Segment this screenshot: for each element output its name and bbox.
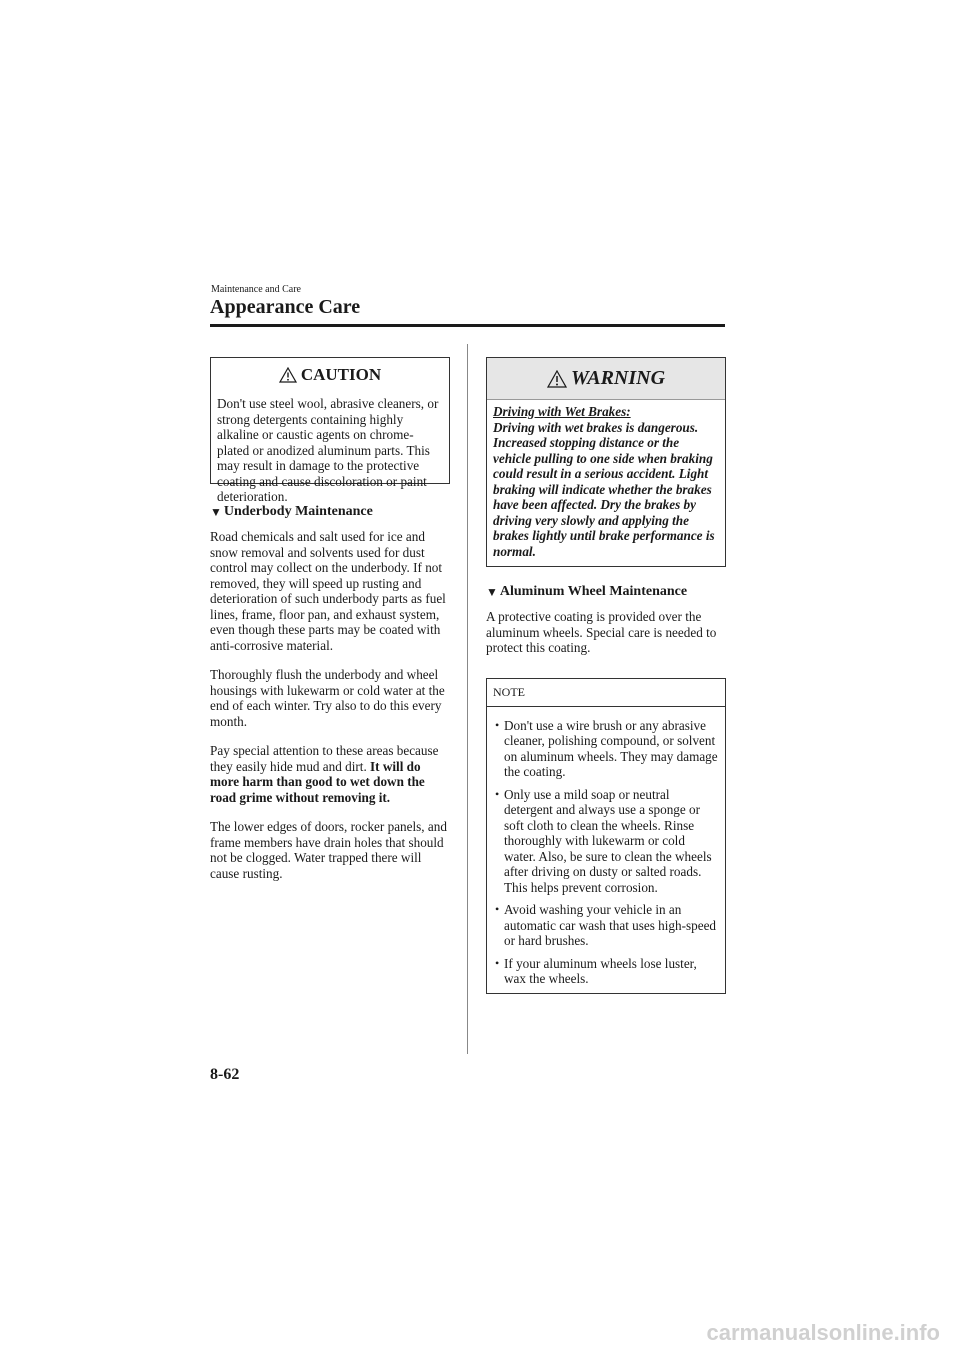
note-item-text: Don't use a wire brush or any abrasive cleaner, polishing compound, or solvent on aluminum wheels. They may damage the coating.	[504, 717, 718, 779]
aluminum-paragraph: A protective coating is provided over the aluminum wheels. Special care is needed to protect this coating.	[486, 609, 717, 655]
note-item-text: Only use a mild soap or neutral detergent and always use a sponge or soft cloth to clean the wheels. Rinse thoroughly with lukewarm or cold water. Also, be sure to clean the wheels after driving on dusty or salted roads. This helps prevent corrosion.	[504, 786, 712, 895]
underbody-paragraph-3-normal: Pay special attention to these areas because they easily hide mud and dirt.	[210, 743, 439, 774]
warning-box	[486, 357, 726, 567]
note-title: NOTE	[487, 679, 725, 707]
warning-triangle-icon	[279, 367, 297, 383]
note-item	[493, 787, 719, 896]
note-item	[493, 902, 719, 949]
note-item-text: If your aluminum wheels lose luster, wax the wheels.	[504, 955, 697, 986]
note-box	[486, 678, 726, 994]
left-column	[210, 357, 450, 881]
underbody-heading	[210, 504, 450, 520]
underbody-paragraph-4: The lower edges of doors, rocker panels, and frame members have drain holes that should not be clogged. Water trapped there will cause rusting.	[210, 819, 447, 881]
section-marker-icon: ▼	[486, 584, 498, 599]
warning-header	[487, 358, 725, 400]
warning-title: WARNING	[570, 367, 666, 389]
title-rule	[210, 324, 725, 327]
section-marker-icon: ▼	[210, 504, 222, 519]
warning-text: Driving with wet brakes is dangerous. Increased stopping distance or the vehicle pulling to one side when braking could result in a serious accident. Light braking will indicate whether the brakes have been affected. Dry the brakes by driving very slowly and applying the brakes lightly until brake performance is normal.	[493, 419, 715, 559]
caution-title: CAUTION	[300, 365, 382, 384]
bullet-icon: •	[495, 955, 500, 970]
warning-subtitle: Driving with Wet Brakes:	[493, 404, 631, 419]
caution-text: Don't use steel wool, abrasive cleaners, or strong detergents containing highly alkaline or caustic agents on chrome-plated or anodized aluminum parts. This may result in damage to the protective coating and cause discoloration or paint deterioration.	[217, 396, 439, 504]
right-column	[486, 357, 726, 994]
underbody-paragraph-3-bold: It will do more harm than good to wet down the road grime without removing it.	[210, 758, 425, 805]
page-title: Appearance Care	[210, 296, 361, 318]
note-item	[493, 956, 719, 987]
aluminum-heading-text: Aluminum Wheel Maintenance	[499, 584, 688, 599]
caution-box	[210, 357, 450, 504]
underbody-heading-text: Underbody Maintenance	[223, 504, 373, 519]
underbody-paragraph-1: Road chemicals and salt used for ice and snow removal and solvents used for dust control may collect on the underbody. If not removed, they will speed up rusting and deterioration of such underbody parts as fuel lines, frame, floor pan, and exhaust system, even though these parts may be coated with anti-corrosive material.	[210, 529, 446, 653]
note-item-text: Avoid washing your vehicle in an automatic car wash that uses high-speed or hard brushes.	[504, 902, 717, 948]
underbody-paragraph-2: Thoroughly flush the underbody and wheel housings with lukewarm or cold water at the end of each winter. Try also to do this every month.	[210, 667, 445, 729]
note-list	[487, 707, 725, 993]
caution-header	[211, 358, 449, 392]
note-item	[493, 718, 719, 780]
underbody-paragraph-3	[210, 743, 450, 805]
warning-triangle-icon	[547, 370, 567, 388]
section-label: Maintenance and Care	[211, 284, 301, 295]
bullet-icon: •	[495, 717, 500, 732]
watermark[interactable]: carmanualsonline.info	[706, 1320, 940, 1345]
bullet-icon: •	[495, 902, 500, 916]
column-divider	[467, 344, 468, 1054]
page-number: 8-62	[210, 1066, 240, 1083]
aluminum-heading	[486, 584, 726, 600]
warning-body	[487, 400, 725, 559]
bullet-icon: •	[495, 786, 500, 801]
